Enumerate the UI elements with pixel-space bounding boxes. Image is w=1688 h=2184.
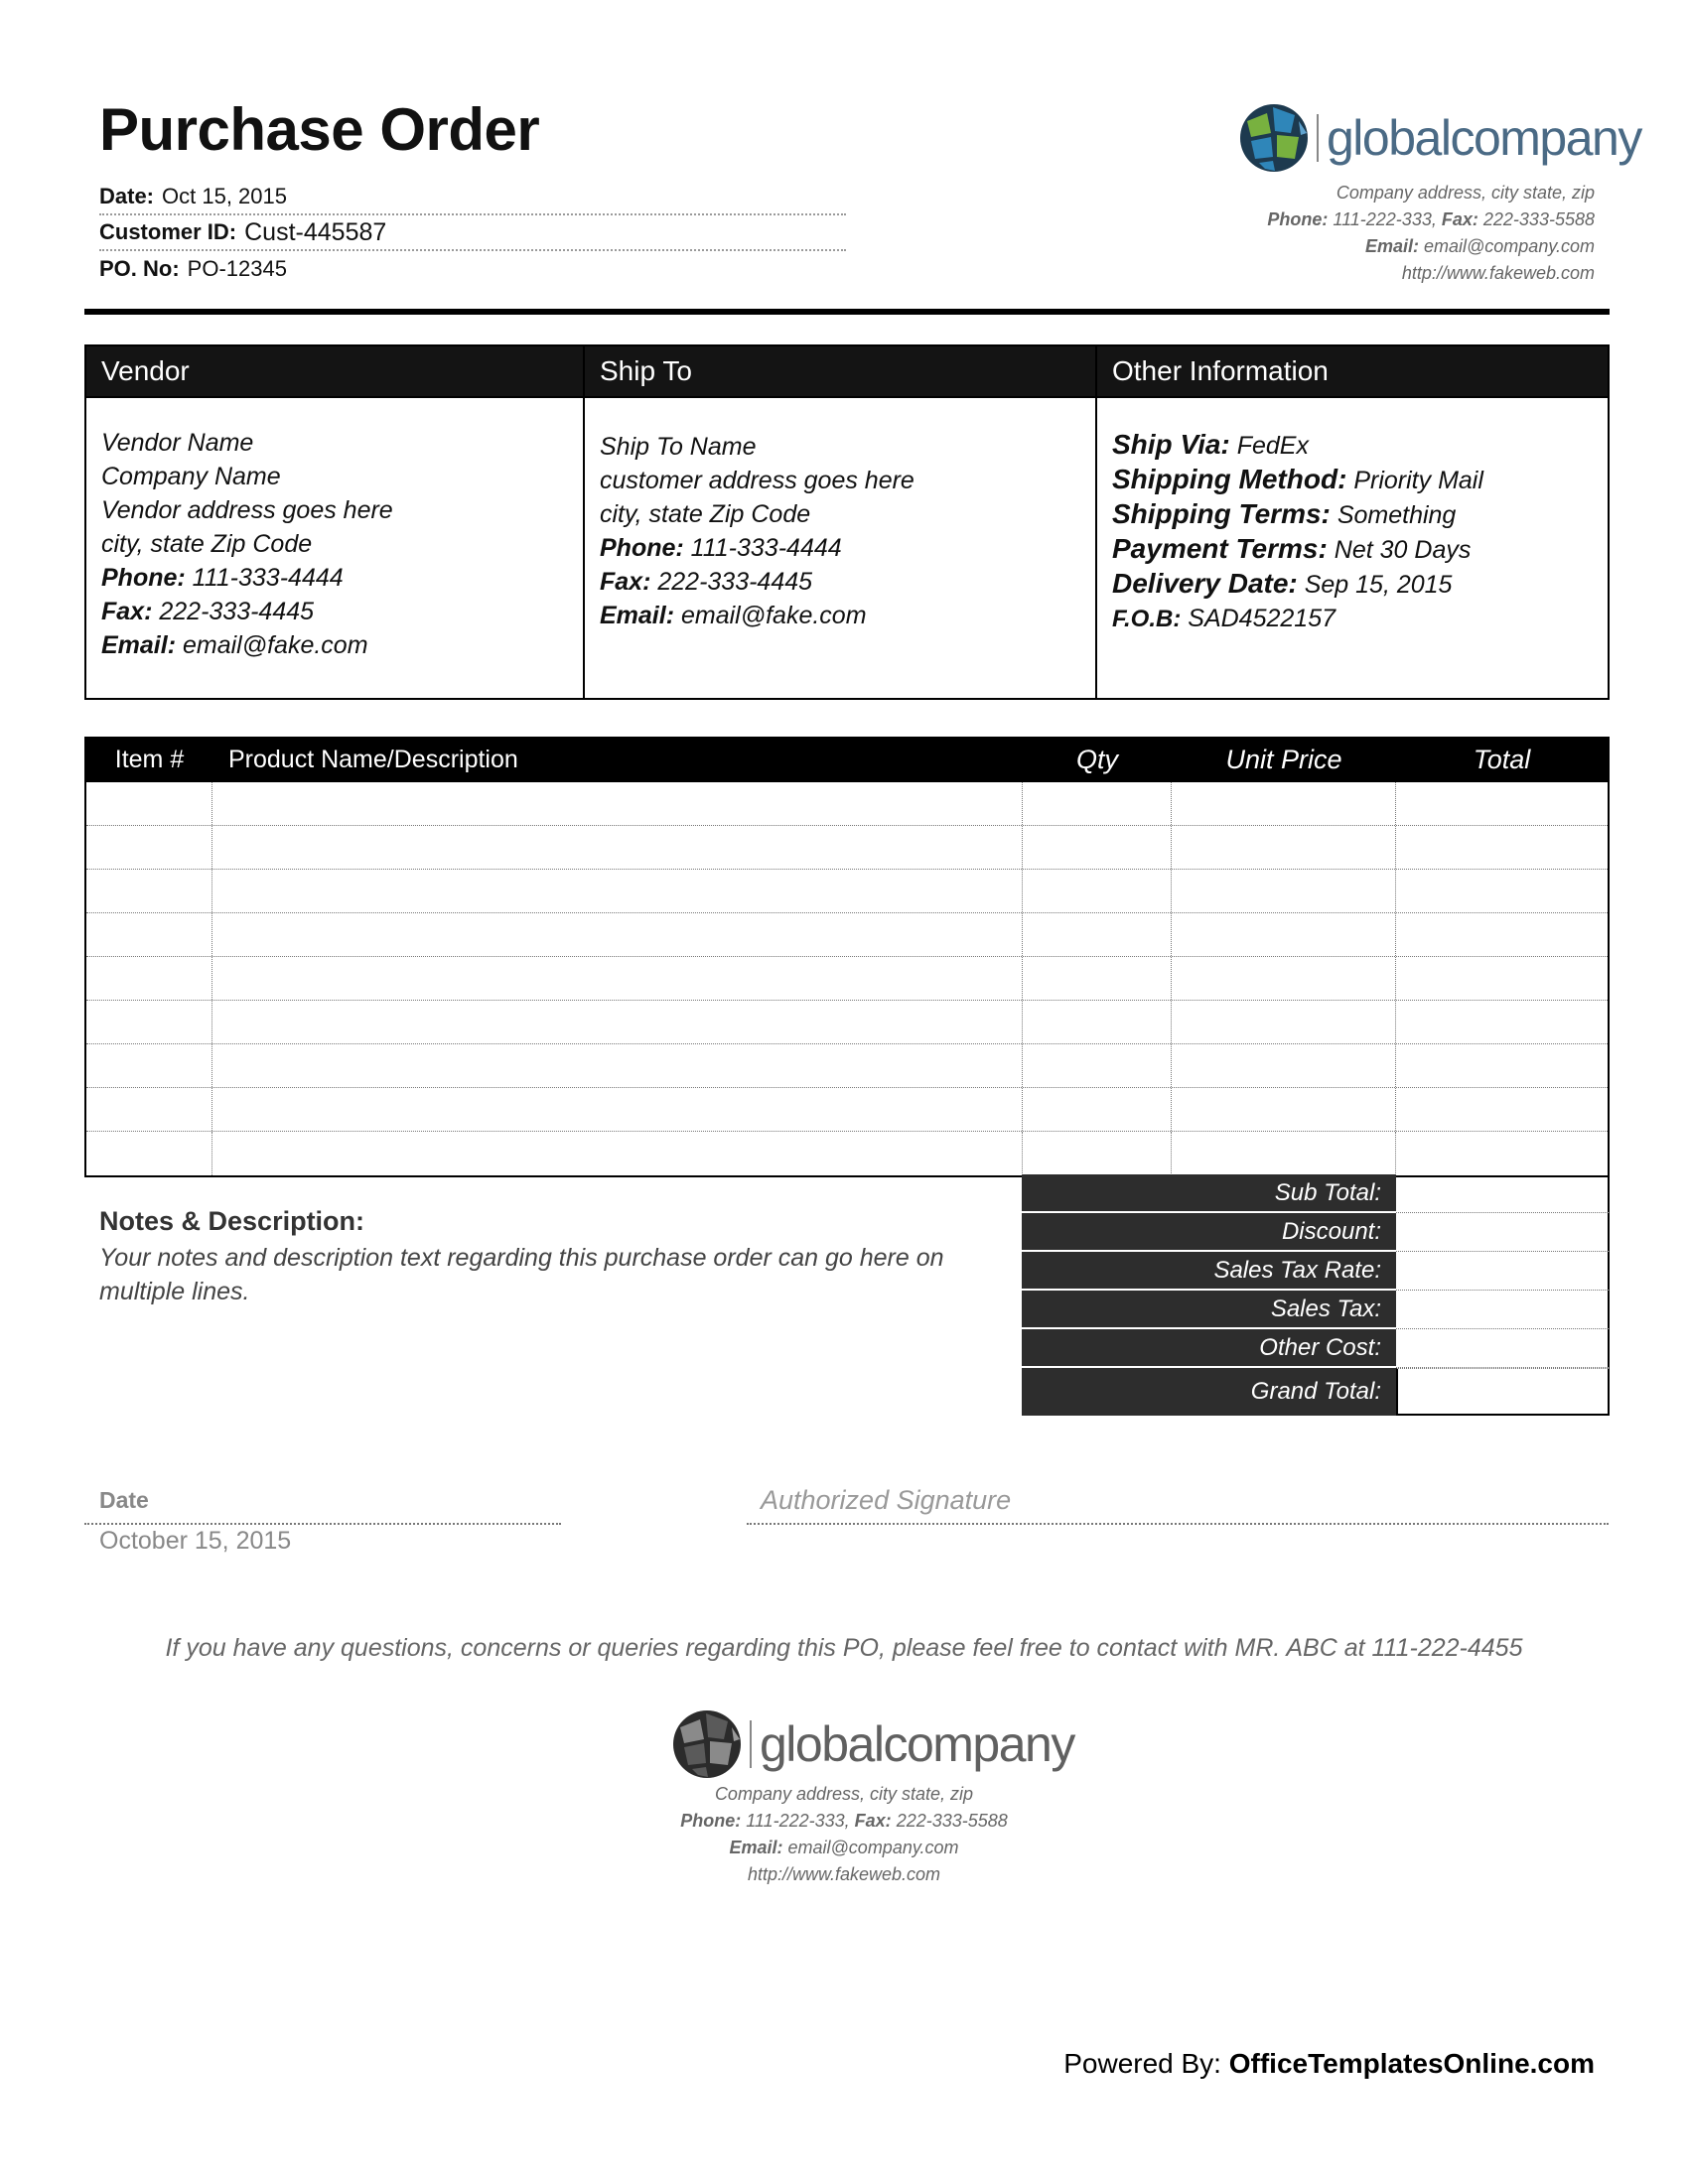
table-row [86, 957, 1608, 1001]
company-website[interactable]: http://www.fakeweb.com [1401, 263, 1595, 283]
cell-description[interactable] [212, 870, 1023, 912]
date-value: Oct 15, 2015 [162, 184, 287, 208]
date-row [99, 180, 846, 215]
cell-unit-price[interactable] [1172, 1001, 1396, 1043]
shipping-terms [1112, 497, 1593, 532]
cell-description[interactable] [212, 782, 1023, 825]
cell-description[interactable] [212, 1088, 1023, 1131]
ship-to-details [585, 398, 1095, 632]
table-row [86, 913, 1608, 957]
cell-qty[interactable] [1023, 1088, 1172, 1131]
table-row [86, 1044, 1608, 1088]
sales-tax-row [1022, 1291, 1610, 1329]
cell-description[interactable] [212, 826, 1023, 869]
company-phone-line [1267, 206, 1595, 233]
ship-to-name: Ship To Name [600, 433, 757, 461]
company-email-line [1267, 233, 1595, 260]
discount-label: Discount: [1022, 1213, 1396, 1252]
tax-rate-row [1022, 1252, 1610, 1291]
cell-item-number[interactable] [86, 870, 212, 912]
ship-via [1112, 428, 1593, 463]
powered-by-label: Powered By: [1063, 2048, 1221, 2079]
subtotal-value[interactable] [1396, 1174, 1610, 1213]
cell-item-number[interactable] [86, 1088, 212, 1131]
phone-label: Phone: [1267, 209, 1329, 229]
ship-to-phone [600, 531, 1080, 565]
table-row [86, 826, 1608, 870]
customer-id-row [99, 215, 846, 251]
grand-total-value[interactable] [1396, 1368, 1610, 1416]
table-row [86, 1001, 1608, 1044]
vendor-box [86, 346, 585, 698]
cell-item-number[interactable] [86, 826, 212, 869]
vendor-phone-label: Phone: [101, 564, 186, 592]
cell-unit-price[interactable] [1172, 826, 1396, 869]
company-email: email@company.com [1424, 236, 1595, 256]
shipping-method-label: Shipping Method: [1112, 464, 1347, 494]
logo-wordmark: globalcompany [760, 1716, 1074, 1772]
footer-logo [670, 1706, 1074, 1783]
authorized-signature-label: Authorized Signature [761, 1485, 1012, 1515]
logo-separator [1317, 114, 1319, 162]
email-label: Email: [1364, 236, 1419, 256]
ship-to-phone-label: Phone: [600, 534, 684, 562]
items-table-body [86, 782, 1608, 1175]
table-row [86, 870, 1608, 913]
other-cost-value[interactable] [1396, 1329, 1610, 1368]
cell-total[interactable] [1396, 1044, 1608, 1087]
notes-heading: Notes & Description: [99, 1206, 365, 1236]
cell-unit-price[interactable] [1172, 1044, 1396, 1087]
ship-to-fax [600, 565, 1080, 599]
ship-to-email [600, 599, 1080, 632]
cell-item-number[interactable] [86, 913, 212, 956]
company-phone: 111-222-333, [1333, 209, 1437, 229]
vendor-name: Vendor Name [101, 429, 254, 457]
po-number-label: PO. No: [99, 256, 180, 281]
table-row [86, 1088, 1608, 1132]
ship-to-box [585, 346, 1097, 698]
signature-line[interactable] [747, 1523, 1609, 1525]
vendor-details [86, 398, 583, 662]
delivery-date-value: Sep 15, 2015 [1304, 571, 1453, 599]
footer-phone-line [496, 1808, 1192, 1835]
email-label: Email: [729, 1838, 783, 1857]
cell-item-number[interactable] [86, 782, 212, 825]
footer-fax: 222-333-5588 [896, 1811, 1008, 1831]
ship-to-address: customer address goes here [600, 467, 914, 494]
cell-description[interactable] [212, 957, 1023, 1000]
vendor-email [101, 628, 568, 662]
cell-unit-price[interactable] [1172, 870, 1396, 912]
cell-description[interactable] [212, 1044, 1023, 1087]
fob-label: F.O.B: [1112, 606, 1182, 632]
items-table-header [86, 739, 1608, 782]
cell-item-number[interactable] [86, 1001, 212, 1043]
info-section [84, 344, 1610, 700]
other-cost-row [1022, 1329, 1610, 1368]
ship-to-fax-value: 222-333-4445 [657, 568, 813, 596]
shipping-terms-label: Shipping Terms: [1112, 498, 1331, 529]
ship-to-email-value: email@fake.com [680, 602, 867, 629]
cell-total[interactable] [1396, 913, 1608, 956]
cell-unit-price[interactable] [1172, 913, 1396, 956]
company-fax: 222-333-5588 [1482, 209, 1595, 229]
fob-value: SAD4522157 [1188, 605, 1336, 632]
customer-id-value: Cust-445587 [244, 217, 387, 246]
col-total: Total [1473, 744, 1531, 774]
vendor-fax [101, 595, 568, 628]
tax-rate-value[interactable] [1396, 1252, 1610, 1291]
cell-qty[interactable] [1023, 1001, 1172, 1043]
sales-tax-value[interactable] [1396, 1291, 1610, 1329]
vendor-company: Company Name [101, 463, 281, 490]
cell-qty[interactable] [1023, 826, 1172, 869]
footer-email-line [496, 1835, 1192, 1861]
vendor-phone [101, 561, 568, 595]
customer-id-label: Customer ID: [99, 219, 237, 244]
cell-unit-price[interactable] [1172, 1132, 1396, 1175]
cell-qty[interactable] [1023, 913, 1172, 956]
po-number-value: PO-12345 [187, 256, 287, 281]
vendor-fax-value: 222-333-4445 [159, 598, 315, 625]
delivery-date [1112, 567, 1593, 602]
footer-contact [496, 1781, 1192, 1888]
fax-label: Fax: [1441, 209, 1478, 229]
fax-label: Fax: [854, 1811, 892, 1831]
logo-separator [750, 1720, 752, 1768]
cell-item-number[interactable] [86, 1044, 212, 1087]
col-item-number: Item # [114, 745, 185, 773]
ship-via-value: FedEx [1236, 432, 1309, 460]
fob [1112, 602, 1593, 636]
other-cost-label: Other Cost: [1022, 1329, 1396, 1368]
discount-value[interactable] [1396, 1213, 1610, 1252]
footer-email: email@company.com [787, 1838, 959, 1857]
payment-terms [1112, 532, 1593, 567]
logo-wordmark: globalcompany [1327, 110, 1641, 166]
discount-row [1022, 1213, 1610, 1252]
ship-to-heading: Ship To [585, 346, 1095, 398]
ship-via-label: Ship Via: [1112, 429, 1230, 460]
shipping-method-value: Priority Mail [1353, 467, 1483, 494]
shipping-terms-value: Something [1336, 501, 1457, 529]
cell-description[interactable] [212, 1132, 1023, 1175]
other-info-details [1097, 398, 1608, 636]
other-info-heading: Other Information [1097, 346, 1608, 398]
globe-icon [1237, 99, 1311, 177]
col-description: Product Name/Description [228, 745, 518, 773]
ship-to-fax-label: Fax: [600, 568, 651, 596]
cell-qty[interactable] [1023, 870, 1172, 912]
subtotal-row [1022, 1174, 1610, 1213]
ship-to-phone-value: 111-333-4444 [690, 534, 842, 562]
contact-note: If you have any questions, concerns or queries regarding this PO, please feel free to contact with MR. ABC at 111-222-4455 [165, 1634, 1523, 1662]
payment-terms-value: Net 30 Days [1334, 536, 1472, 564]
vendor-fax-label: Fax: [101, 598, 153, 625]
cell-total[interactable] [1396, 782, 1608, 825]
cell-qty[interactable] [1023, 782, 1172, 825]
cell-item-number[interactable] [86, 1132, 212, 1175]
header-rule [84, 309, 1610, 315]
globe-icon [670, 1706, 744, 1783]
payment-terms-label: Payment Terms: [1112, 533, 1328, 564]
cell-total[interactable] [1396, 870, 1608, 912]
footer-website[interactable]: http://www.fakeweb.com [747, 1864, 941, 1884]
po-number-row [99, 251, 846, 287]
ship-to-city: city, state Zip Code [600, 500, 811, 528]
company-address: Company address, city state, zip [1336, 183, 1595, 203]
grand-total-label: Grand Total: [1022, 1368, 1396, 1416]
table-row [86, 1132, 1608, 1175]
footer-address: Company address, city state, zip [714, 1784, 974, 1804]
signature-date-line[interactable] [84, 1523, 561, 1525]
date-label: Date: [99, 184, 155, 208]
cell-total[interactable] [1396, 1088, 1608, 1131]
vendor-heading: Vendor [86, 346, 583, 398]
notes-text[interactable]: Your notes and description text regarding this purchase order can go here on multiple lines. [99, 1244, 944, 1305]
cell-description[interactable] [212, 913, 1023, 956]
cell-unit-price[interactable] [1172, 957, 1396, 1000]
shipping-method [1112, 463, 1593, 497]
ship-to-email-label: Email: [600, 602, 675, 629]
other-info-box [1097, 346, 1608, 698]
grand-total-row [1022, 1368, 1610, 1416]
cell-description[interactable] [212, 1001, 1023, 1043]
cell-unit-price[interactable] [1172, 782, 1396, 825]
col-unit-price: Unit Price [1225, 744, 1342, 774]
tax-rate-label: Sales Tax Rate: [1022, 1252, 1396, 1291]
cell-qty[interactable] [1023, 1132, 1172, 1175]
cell-total[interactable] [1396, 1001, 1608, 1043]
vendor-email-label: Email: [101, 631, 177, 659]
company-logo [1237, 99, 1641, 177]
totals-panel [1022, 1174, 1610, 1416]
powered-by [1063, 2048, 1595, 2080]
vendor-email-value: email@fake.com [182, 631, 368, 659]
delivery-date-label: Delivery Date: [1112, 568, 1298, 599]
signature-date-label: Date [99, 1487, 149, 1513]
subtotal-label: Sub Total: [1022, 1174, 1396, 1213]
phone-label: Phone: [680, 1811, 742, 1831]
sales-tax-label: Sales Tax: [1022, 1291, 1396, 1329]
vendor-address: Vendor address goes here [101, 496, 393, 524]
table-row [86, 782, 1608, 826]
cell-total[interactable] [1396, 957, 1608, 1000]
cell-unit-price[interactable] [1172, 1088, 1396, 1131]
cell-total[interactable] [1396, 1132, 1608, 1175]
cell-item-number[interactable] [86, 957, 212, 1000]
cell-total[interactable] [1396, 826, 1608, 869]
col-qty: Qty [1075, 744, 1118, 774]
page-title: Purchase Order [99, 96, 540, 163]
footer-phone: 111-222-333, [746, 1811, 850, 1831]
vendor-phone-value: 111-333-4444 [192, 564, 344, 592]
items-table [84, 737, 1610, 1177]
cell-qty[interactable] [1023, 1044, 1172, 1087]
vendor-city: city, state Zip Code [101, 530, 313, 558]
company-contact [1267, 180, 1595, 287]
signature-date-value: October 15, 2015 [99, 1527, 292, 1555]
powered-by-link[interactable]: OfficeTemplatesOnline.com [1228, 2048, 1595, 2079]
cell-qty[interactable] [1023, 957, 1172, 1000]
